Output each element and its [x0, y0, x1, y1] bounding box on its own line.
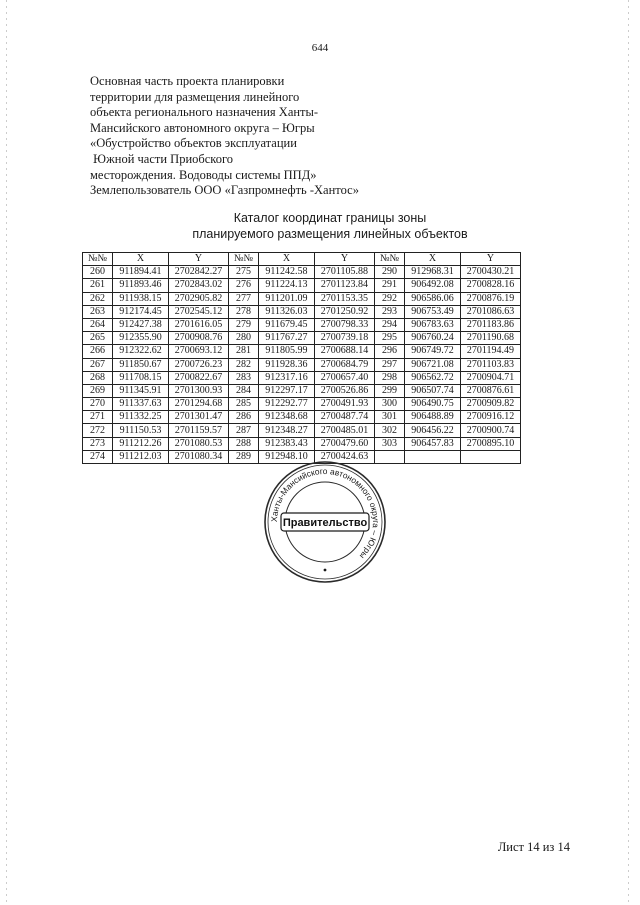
table-cell: 283	[229, 371, 259, 384]
table-cell: 2700491.93	[315, 398, 375, 411]
table-cell: 911679.45	[259, 318, 315, 331]
table-header-cell: №№	[83, 253, 113, 266]
table-cell: 270	[83, 398, 113, 411]
table-cell: 2701300.93	[169, 384, 229, 397]
table-cell: 300	[375, 398, 405, 411]
table-cell: 298	[375, 371, 405, 384]
table-cell: 2700900.74	[461, 424, 521, 437]
table-row	[83, 305, 521, 318]
table-header-cell: №№	[229, 253, 259, 266]
table-cell: 290	[375, 266, 405, 279]
table-cell: 911212.26	[113, 437, 169, 450]
table-row	[83, 384, 521, 397]
table-cell: 2700487.74	[315, 411, 375, 424]
table-cell: 266	[83, 345, 113, 358]
table-cell: 906749.72	[405, 345, 461, 358]
seal-ring-text: Ханты-Мансийского автономного округа – Югры	[268, 465, 382, 562]
table-cell: 912322.62	[113, 345, 169, 358]
table-cell: 276	[229, 279, 259, 292]
table-cell: 2700904.71	[461, 371, 521, 384]
table-cell: 282	[229, 358, 259, 371]
table-cell: 912427.38	[113, 318, 169, 331]
table-header-cell: Y	[315, 253, 375, 266]
table-cell: 911224.13	[259, 279, 315, 292]
table-cell: 911326.03	[259, 305, 315, 318]
table-cell: 912968.31	[405, 266, 461, 279]
table-cell: 911938.15	[113, 292, 169, 305]
table-cell: 2700895.10	[461, 437, 521, 450]
table-cell: 906492.08	[405, 279, 461, 292]
table-cell: 2700485.01	[315, 424, 375, 437]
table-header-cell: Y	[461, 253, 521, 266]
table-cell: 2701080.53	[169, 437, 229, 450]
table-cell: 912348.68	[259, 411, 315, 424]
table-cell: 278	[229, 305, 259, 318]
table-cell: 2702842.27	[169, 266, 229, 279]
table-cell: 2700876.61	[461, 384, 521, 397]
table-cell: 911150.53	[113, 424, 169, 437]
header-line: объекта регионального назначения Ханты-	[90, 105, 319, 120]
table-cell: 2702905.82	[169, 292, 229, 305]
table-cell: 288	[229, 437, 259, 450]
table-cell	[405, 450, 461, 463]
table-cell: 293	[375, 305, 405, 318]
table-cell: 303	[375, 437, 405, 450]
table-cell: 906760.24	[405, 332, 461, 345]
table-cell: 2700693.12	[169, 345, 229, 358]
table-cell: 912297.17	[259, 384, 315, 397]
table-row	[83, 292, 521, 305]
table-cell: 911242.58	[259, 266, 315, 279]
table-cell: 2700688.14	[315, 345, 375, 358]
table-cell: 2700684.79	[315, 358, 375, 371]
table-cell: 911345.91	[113, 384, 169, 397]
table-cell: 2700739.18	[315, 332, 375, 345]
table-cell: 301	[375, 411, 405, 424]
table-cell: 2701080.34	[169, 450, 229, 463]
table-cell: 273	[83, 437, 113, 450]
table-cell: 2701123.84	[315, 279, 375, 292]
table-row	[83, 358, 521, 371]
table-row	[83, 411, 521, 424]
table-cell: 2701153.35	[315, 292, 375, 305]
table-cell: 2700798.33	[315, 318, 375, 331]
table-cell: 280	[229, 332, 259, 345]
table-cell: 2701103.83	[461, 358, 521, 371]
table-header-cell: X	[113, 253, 169, 266]
table-cell: 2701250.92	[315, 305, 375, 318]
table-header-cell: X	[259, 253, 315, 266]
table-header-row	[83, 253, 521, 266]
table-cell: 260	[83, 266, 113, 279]
official-seal	[262, 459, 388, 585]
left-margin-line	[6, 0, 7, 905]
table-cell: 261	[83, 279, 113, 292]
table-cell: 906488.89	[405, 411, 461, 424]
table-cell: 911850.67	[113, 358, 169, 371]
table-cell: 911201.09	[259, 292, 315, 305]
table-cell: 906457.83	[405, 437, 461, 450]
table-cell: 2700726.23	[169, 358, 229, 371]
table-cell: 912355.90	[113, 332, 169, 345]
table-cell: 291	[375, 279, 405, 292]
table-cell: 287	[229, 424, 259, 437]
catalog-title	[150, 210, 510, 242]
table-cell: 2702843.02	[169, 279, 229, 292]
table-header-cell: №№	[375, 253, 405, 266]
table-cell: 299	[375, 384, 405, 397]
table-cell: 911337.63	[113, 398, 169, 411]
table-cell: 269	[83, 384, 113, 397]
table-cell: 281	[229, 345, 259, 358]
coordinates-table	[82, 252, 521, 464]
table-cell: 911928.36	[259, 358, 315, 371]
table-cell: 911767.27	[259, 332, 315, 345]
table-cell: 912348.27	[259, 424, 315, 437]
seal-center-text: Правительство	[282, 517, 368, 529]
table-cell: 2702545.12	[169, 305, 229, 318]
table-cell: 263	[83, 305, 113, 318]
table-cell: 294	[375, 318, 405, 331]
header-line: территории для размещения линейного	[90, 89, 300, 104]
table-cell: 2700657.40	[315, 371, 375, 384]
header-line: Мансийского автономного округа – Югры	[90, 120, 315, 135]
header-line: «Обустройство объектов эксплуатации	[90, 136, 297, 151]
header-line: Основная часть проекта планировки	[90, 74, 285, 88]
table-cell: 2700828.16	[461, 279, 521, 292]
table-cell: 911894.41	[113, 266, 169, 279]
table-cell: 264	[83, 318, 113, 331]
table-cell: 912948.10	[259, 450, 315, 463]
table-row	[83, 437, 521, 450]
seal-dot	[324, 569, 327, 572]
table-cell: 268	[83, 371, 113, 384]
right-margin-line	[628, 0, 629, 905]
header-line: Землепользователь ООО «Газпромнефть -Хантос»	[90, 183, 359, 198]
table-cell: 272	[83, 424, 113, 437]
header-line: месторождения. Водоводы системы ППД»	[90, 167, 317, 182]
table-cell: 906507.74	[405, 384, 461, 397]
table-cell: 2700876.19	[461, 292, 521, 305]
table-cell: 274	[83, 450, 113, 463]
table-cell: 2701159.57	[169, 424, 229, 437]
table-cell: 911212.03	[113, 450, 169, 463]
table-cell: 2700908.76	[169, 332, 229, 345]
table-cell: 906753.49	[405, 305, 461, 318]
table-cell: 302	[375, 424, 405, 437]
catalog-title-line: Каталог координат границы зоны	[233, 211, 427, 225]
table-cell: 911805.99	[259, 345, 315, 358]
table-cell: 912383.43	[259, 437, 315, 450]
catalog-title-line: планируемого размещения линейных объектов	[192, 227, 468, 241]
table-cell: 262	[83, 292, 113, 305]
table-cell: 911893.46	[113, 279, 169, 292]
table-row	[83, 318, 521, 331]
table-row	[83, 424, 521, 437]
table-header-cell: Y	[169, 253, 229, 266]
table-row	[83, 279, 521, 292]
table-cell: 265	[83, 332, 113, 345]
table-row	[83, 266, 521, 279]
table-row	[83, 371, 521, 384]
sheet-number: Лист 14 из 14	[497, 840, 570, 854]
table-cell: 267	[83, 358, 113, 371]
table-cell: 911332.25	[113, 411, 169, 424]
table-cell: 906456.22	[405, 424, 461, 437]
table-row	[83, 398, 521, 411]
table-cell: 271	[83, 411, 113, 424]
table-cell: 2701301.47	[169, 411, 229, 424]
table-cell: 2701183.86	[461, 318, 521, 331]
table-cell: 286	[229, 411, 259, 424]
table-cell: 906721.08	[405, 358, 461, 371]
table-cell: 2700822.67	[169, 371, 229, 384]
table-cell: 912292.77	[259, 398, 315, 411]
table-cell: 2701194.49	[461, 345, 521, 358]
document-header	[90, 74, 359, 199]
table-cell: 292	[375, 292, 405, 305]
table-cell: 906562.72	[405, 371, 461, 384]
table-cell: 906586.06	[405, 292, 461, 305]
table-cell: 279	[229, 318, 259, 331]
table-cell: 2700526.86	[315, 384, 375, 397]
table-row	[83, 345, 521, 358]
table-cell	[461, 450, 521, 463]
table-cell: 2701190.68	[461, 332, 521, 345]
table-cell: 912317.16	[259, 371, 315, 384]
table-cell: 289	[229, 450, 259, 463]
table-cell: 2700909.82	[461, 398, 521, 411]
table-cell: 295	[375, 332, 405, 345]
table-cell: 912174.45	[113, 305, 169, 318]
table-cell: 296	[375, 345, 405, 358]
table-cell: 285	[229, 398, 259, 411]
page-number: 644	[311, 42, 329, 54]
header-line: Южной части Приобского	[90, 151, 234, 166]
table-cell: 911708.15	[113, 371, 169, 384]
table-cell: 277	[229, 292, 259, 305]
table-cell: 906783.63	[405, 318, 461, 331]
table-cell: 2700479.60	[315, 437, 375, 450]
table-cell: 2700430.21	[461, 266, 521, 279]
table-cell: 275	[229, 266, 259, 279]
table-cell: 2701086.63	[461, 305, 521, 318]
table-cell: 2701616.05	[169, 318, 229, 331]
table-cell: 2701105.88	[315, 266, 375, 279]
table-cell: 2700424.63	[315, 450, 375, 463]
table-cell: 284	[229, 384, 259, 397]
table-row	[83, 332, 521, 345]
table-cell: 2700916.12	[461, 411, 521, 424]
table-cell: 2701294.68	[169, 398, 229, 411]
table-header-cell: X	[405, 253, 461, 266]
table-cell: 297	[375, 358, 405, 371]
table-cell: 906490.75	[405, 398, 461, 411]
